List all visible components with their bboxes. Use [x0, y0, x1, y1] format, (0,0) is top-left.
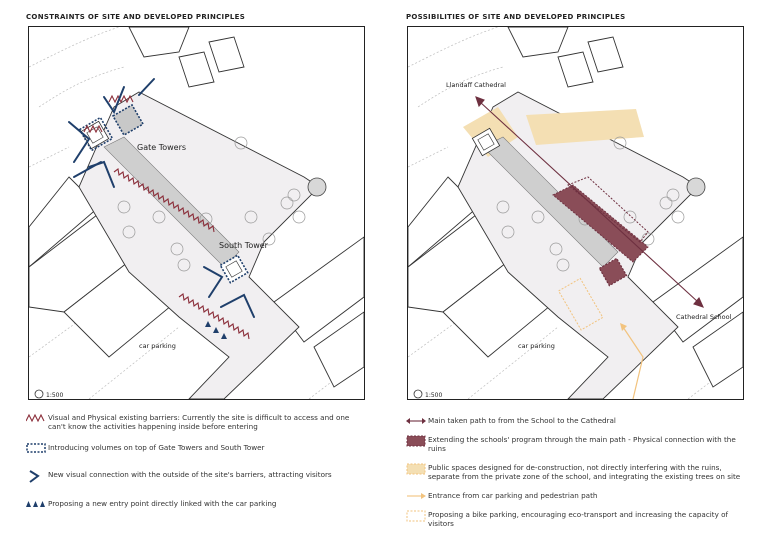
legend-text: Introducing volumes on top of Gate Towers and South Tower	[48, 443, 265, 452]
dotted-volume-icon	[26, 443, 48, 453]
legend-item-bike-parking	[406, 510, 751, 528]
legend-item-barriers	[26, 413, 366, 431]
legend-item-entry	[26, 499, 276, 509]
legend-text: Main taken path to from the School to the Cathedral	[428, 416, 616, 425]
beige-block-icon	[406, 463, 428, 473]
right-panel-title: POSSIBILITIES OF SITE AND DEVELOPED PRINCIPLES	[406, 13, 626, 21]
north-icon	[35, 390, 43, 398]
dotted-orange-box-icon	[406, 510, 428, 520]
roundabout	[308, 178, 326, 196]
legend-item-extension	[406, 435, 751, 453]
legend-text: Visual and Physical existing barriers: Currently the site is difficult to access and one can't know the activities happening inside before entering	[48, 413, 350, 431]
legend-item-volumes	[26, 443, 264, 453]
legend-item-visual-connection	[26, 470, 332, 480]
scale-label: 1:500	[425, 392, 443, 399]
north-icon	[414, 390, 422, 398]
scale-label: 1:500	[46, 392, 64, 399]
legend-text: Entrance from car parking and pedestrian path	[428, 491, 598, 500]
legend-text: Proposing a bike parking, encouraging eco-transport and increasing the capacity of visitors	[428, 510, 729, 528]
label-car-parking: car parking	[139, 342, 176, 350]
legend-item-main-path	[406, 416, 616, 426]
legend-text: Extending the schools' program through the main path - Physical connection with the ruins	[428, 435, 736, 453]
legend-item-public-spaces	[406, 463, 751, 481]
legend-text: New visual connection with the outside of the site's barriers, attracting visitors	[48, 470, 332, 479]
label-south-tower: South Tower	[219, 241, 268, 250]
label-gate-towers: Gate Towers	[137, 143, 187, 152]
site-area	[79, 92, 319, 399]
roundabout	[687, 178, 705, 196]
legend-text: Public spaces designed for de-construction, not directly interfering with the ruins, separate from the private zone of the school, and integrating the existing trees on site	[428, 463, 741, 481]
label-car-parking: car parking	[518, 342, 555, 350]
label-llandaff-cathedral: Llandaff Cathedral	[446, 81, 506, 89]
maroon-block-icon	[406, 435, 428, 445]
left-site-map	[28, 26, 365, 400]
double-arrow-icon	[406, 416, 428, 426]
right-site-map	[407, 26, 744, 400]
triangles-icon	[26, 499, 48, 509]
left-panel-title: CONSTRAINTS OF SITE AND DEVELOPED PRINCIPLES	[26, 13, 246, 21]
legend-text: Proposing a new entry point directly linked with the car parking	[48, 499, 277, 508]
chevron-icon	[26, 470, 48, 480]
legend-item-entrance	[406, 491, 597, 501]
orange-arrow-icon	[406, 491, 428, 501]
label-cathedral-school: Cathedral School	[676, 313, 732, 321]
barrier-zigzag-icon	[26, 413, 48, 423]
